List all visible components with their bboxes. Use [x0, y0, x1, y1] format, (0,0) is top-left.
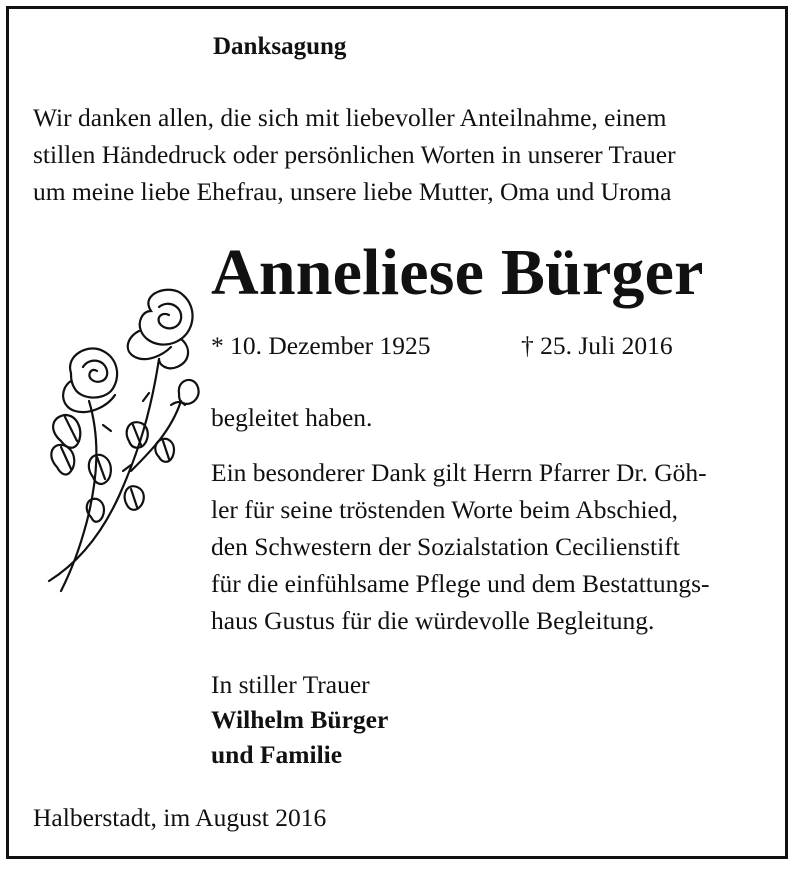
heading: Danksagung	[213, 33, 347, 60]
roses-icon	[31, 281, 201, 601]
intro-line: stillen Händedruck oder persönlichen Worten in unserer Trauer	[33, 140, 676, 169]
signature-block	[211, 667, 388, 772]
accompanied-text: begleitet haben.	[211, 403, 373, 432]
thanks-paragraph	[211, 454, 745, 639]
signatory-name: Wilhelm Bürger	[211, 705, 389, 734]
intro-text	[33, 99, 676, 210]
closing-phrase: In stiller Trauer	[211, 670, 370, 699]
deceased-name: Anneliese Bürger	[211, 236, 704, 309]
thanks-line: haus Gustus für die würdevolle Begleitung.	[211, 606, 655, 635]
intro-line: um meine liebe Ehefrau, unsere liebe Mutter, Oma und Uroma	[33, 177, 672, 206]
thanks-line: den Schwestern der Sozialstation Cecilienstift	[211, 532, 680, 561]
obituary-notice	[6, 6, 788, 859]
body-text	[211, 399, 745, 639]
birth-date: * 10. Dezember 1925	[211, 331, 431, 360]
signatory-family: und Familie	[211, 740, 343, 769]
thanks-line: ler für seine tröstenden Worte beim Abschied,	[211, 495, 678, 524]
thanks-line: Ein besonderer Dank gilt Herrn Pfarrer Dr. Göh-	[211, 458, 707, 487]
intro-line: Wir danken allen, die sich mit liebevoller Anteilnahme, einem	[33, 103, 667, 132]
place-date: Halberstadt, im August 2016	[33, 803, 327, 832]
death-date: † 25. Juli 2016	[521, 331, 673, 360]
thanks-line: für die einfühlsame Pflege und dem Bestattungs-	[211, 569, 710, 598]
